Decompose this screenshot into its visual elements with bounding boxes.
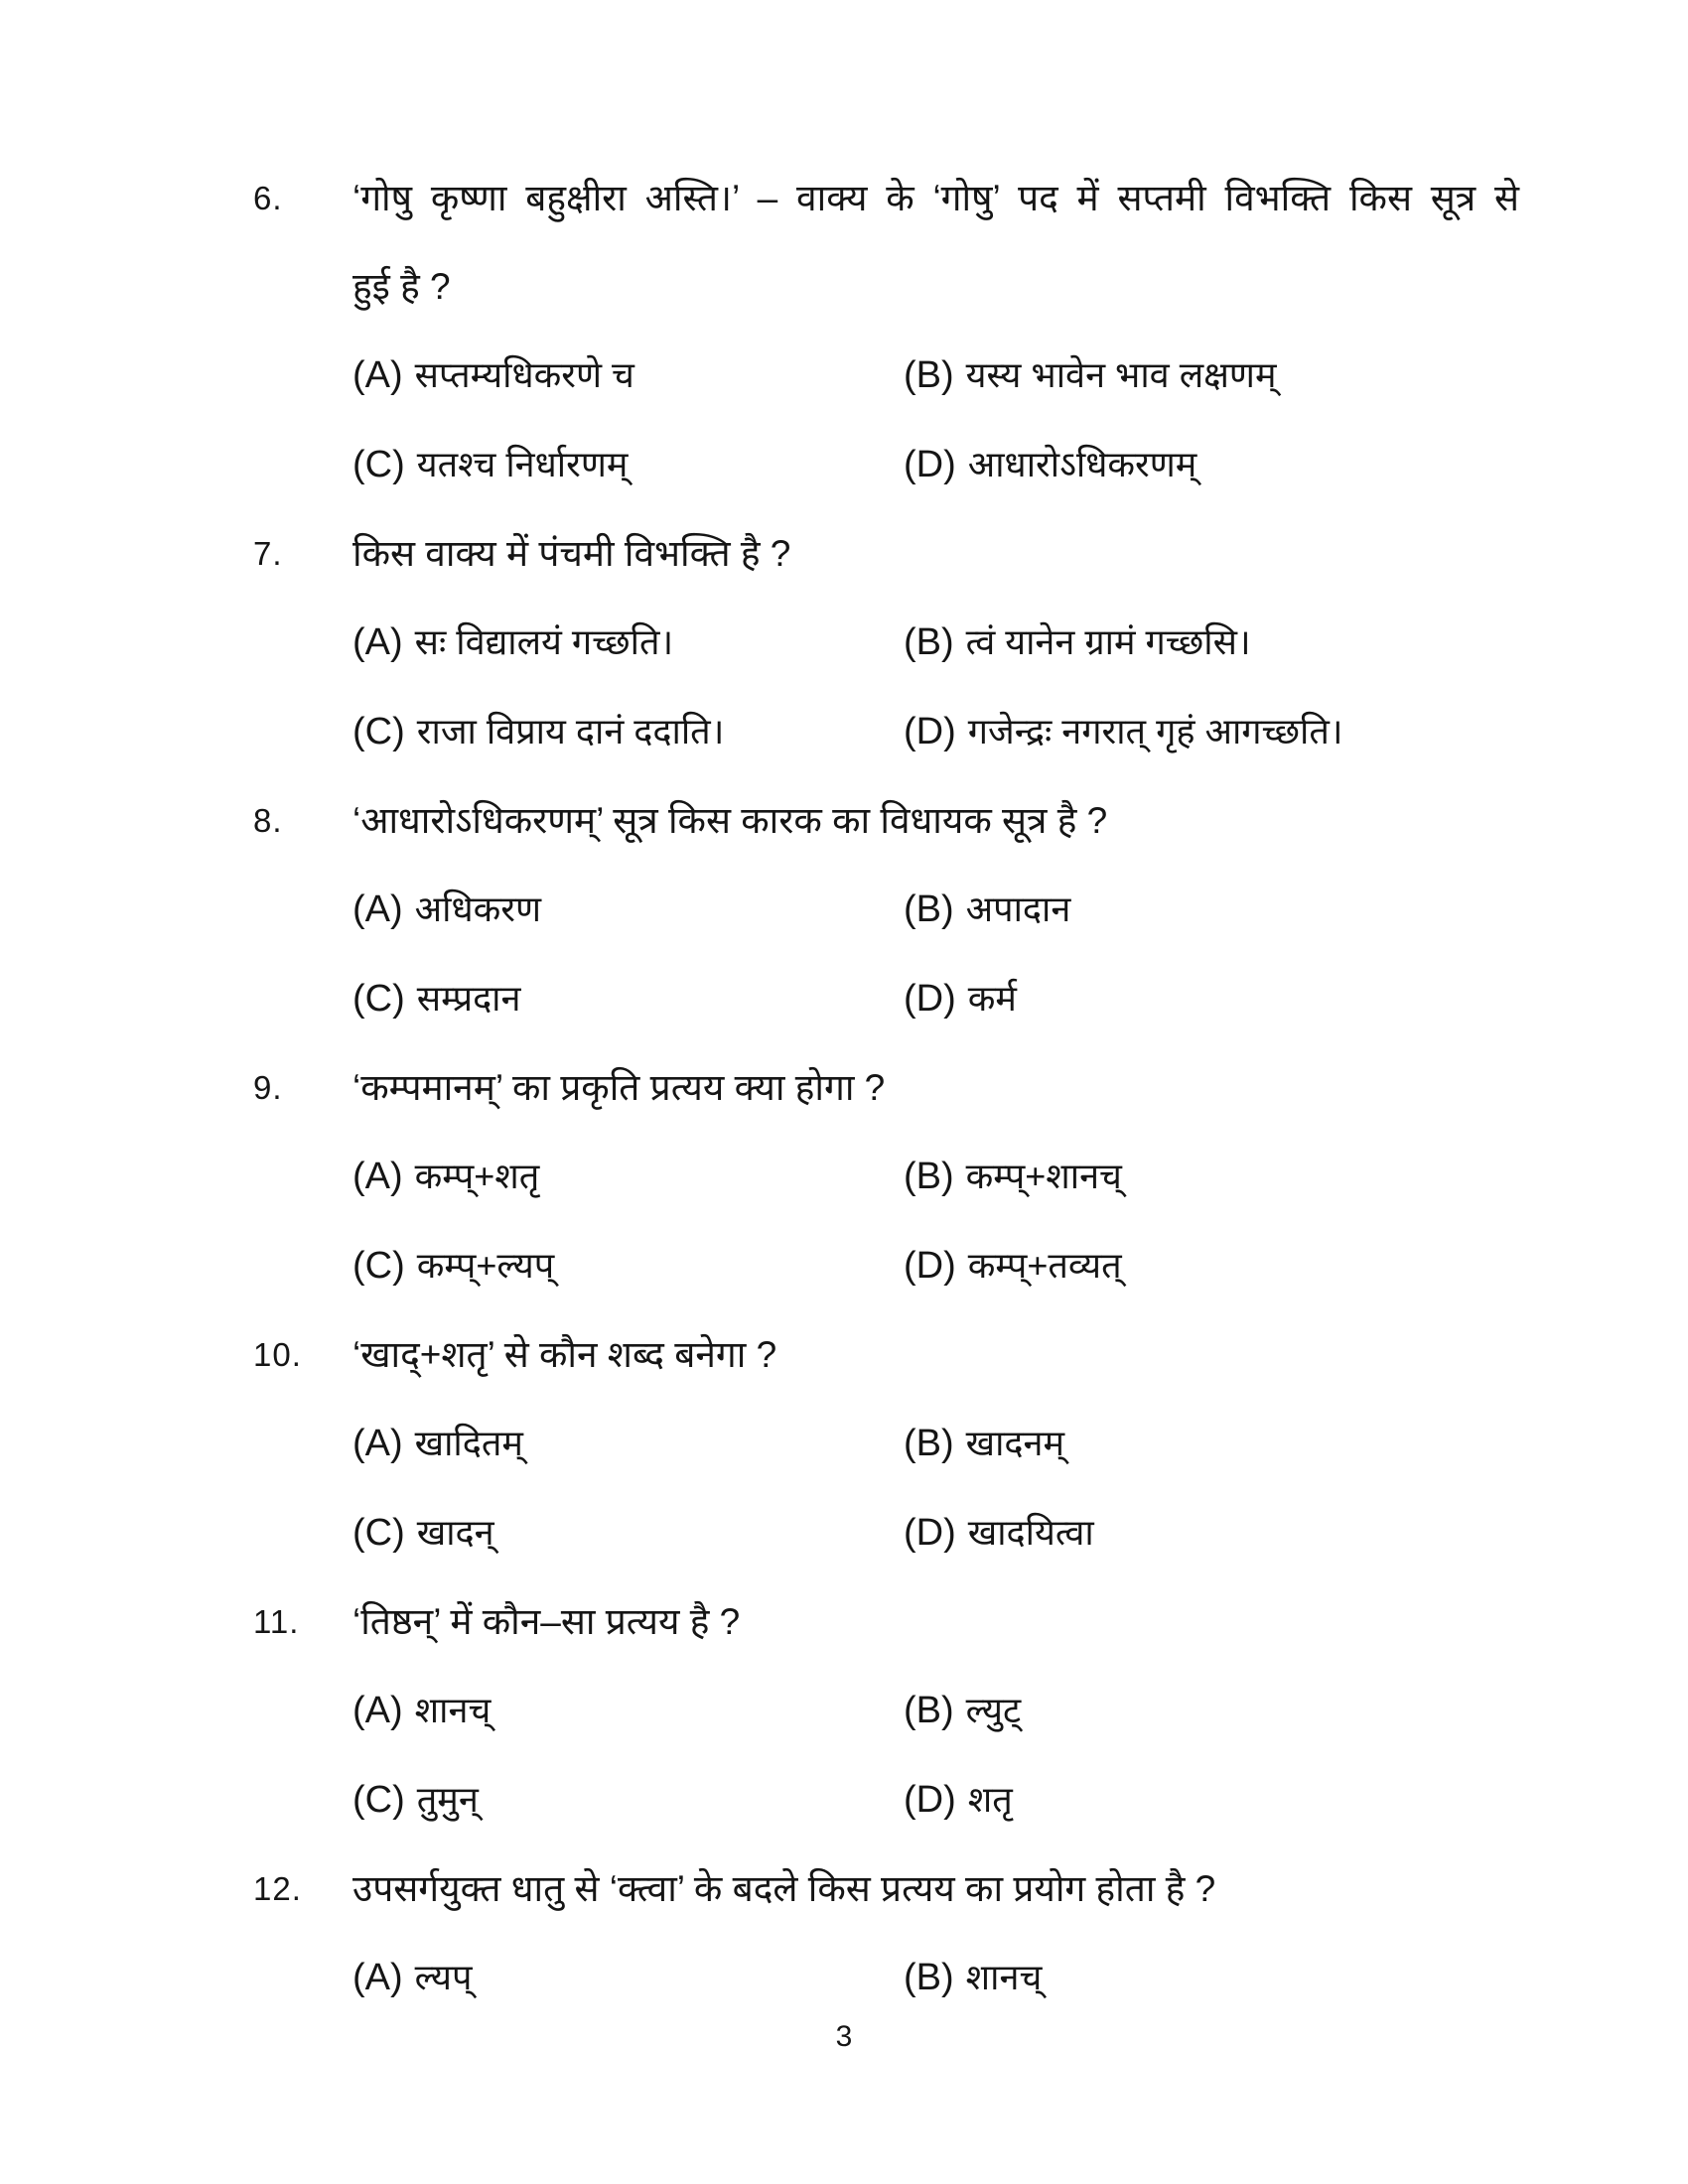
option-a	[352, 1933, 904, 2022]
option-b	[904, 598, 1519, 687]
option-text: आधारोऽधिकरणम्	[967, 444, 1197, 484]
question-text	[352, 154, 1519, 331]
option-label: (D)	[904, 444, 956, 485]
question-text-line: ‘कम्पमानम्’ का प्रकृति प्रत्यय क्या होगा ?	[352, 1067, 886, 1108]
option-label: (A)	[352, 621, 403, 663]
question-text	[352, 509, 1519, 598]
question-7	[253, 509, 1519, 776]
options-grid	[352, 1132, 1519, 1310]
question-10	[253, 1310, 1519, 1577]
option-label: (A)	[352, 1690, 403, 1731]
question-6	[253, 154, 1519, 509]
options-grid	[352, 1666, 1519, 1844]
option-label: (A)	[352, 888, 403, 930]
question-text	[352, 776, 1519, 865]
question-number: 7.	[253, 535, 283, 572]
option-a	[352, 1132, 904, 1221]
option-text: शतृ	[967, 1779, 1013, 1820]
option-text: यतश्च निर्धारणम्	[416, 444, 629, 484]
question-text	[352, 1577, 1519, 1666]
question-number: 6.	[253, 180, 283, 216]
option-text: अधिकरण	[414, 888, 542, 929]
option-label: (A)	[352, 354, 403, 396]
option-d	[904, 954, 1519, 1043]
option-text: ल्यप्	[414, 1957, 473, 1997]
option-label: (D)	[904, 1245, 956, 1287]
option-a	[352, 598, 904, 687]
option-a	[352, 865, 904, 954]
questions-area	[253, 154, 1519, 2022]
option-b	[904, 1933, 1519, 2022]
option-d	[904, 687, 1519, 776]
option-a	[352, 331, 904, 420]
option-label: (C)	[352, 444, 405, 485]
option-text: सम्प्रदान	[416, 978, 521, 1019]
option-label: (C)	[352, 1779, 405, 1821]
question-number: 11.	[253, 1603, 300, 1640]
option-label: (A)	[352, 1957, 403, 1998]
options-grid	[352, 1933, 1519, 2022]
option-c	[352, 1488, 904, 1577]
option-label: (D)	[904, 1779, 956, 1821]
options-grid	[352, 331, 1519, 509]
option-text: ल्युट्	[965, 1690, 1022, 1730]
question-9	[253, 1043, 1519, 1310]
option-label: (A)	[352, 1423, 403, 1464]
option-a	[352, 1666, 904, 1755]
option-label: (B)	[904, 354, 954, 396]
options-grid	[352, 598, 1519, 776]
question-text	[352, 1310, 1519, 1399]
option-label: (B)	[904, 1423, 954, 1464]
question-text-line: ‘खाद्+शतृ’ से कौन शब्द बनेगा ?	[352, 1334, 777, 1375]
question-text-line: ‘आधारोऽधिकरणम्’ सूत्र किस कारक का विधायक सूत्र है ?	[352, 800, 1108, 841]
question-text-line: उपसर्गयुक्त धातु से ‘क्त्वा’ के बदले किस प्रत्यय का प्रयोग होता है ?	[352, 1868, 1216, 1909]
option-label: (B)	[904, 1690, 954, 1731]
option-b	[904, 1666, 1519, 1755]
option-label: (D)	[904, 978, 956, 1020]
option-label: (B)	[904, 621, 954, 663]
option-text: अपादान	[965, 888, 1071, 929]
question-8	[253, 776, 1519, 1043]
option-label: (B)	[904, 888, 954, 930]
option-label: (A)	[352, 1156, 403, 1197]
question-number: 9.	[253, 1069, 283, 1106]
option-text: कम्प्+ल्यप्	[416, 1245, 555, 1286]
option-c	[352, 1755, 904, 1844]
question-number: 10.	[253, 1336, 302, 1373]
option-text: कम्प्+शतृ	[414, 1156, 540, 1196]
option-text: कम्प्+शानच्	[965, 1156, 1122, 1196]
option-text: सः विद्यालयं गच्छति।	[414, 621, 674, 662]
option-text: कर्म	[967, 978, 1017, 1019]
option-text: सप्तम्यधिकरणे च	[414, 354, 634, 395]
options-grid	[352, 865, 1519, 1043]
option-label: (D)	[904, 711, 956, 752]
option-text: शानच्	[414, 1690, 492, 1730]
option-c	[352, 420, 904, 509]
option-text: खादनम्	[965, 1423, 1065, 1463]
option-b	[904, 1399, 1519, 1488]
option-text: गजेन्द्रः नगरात् गृहं आगच्छति।	[967, 711, 1343, 751]
option-a	[352, 1399, 904, 1488]
option-text: राजा विप्राय दानं ददाति।	[416, 711, 725, 751]
option-text: शानच्	[965, 1957, 1043, 1997]
question-11	[253, 1577, 1519, 1844]
option-d	[904, 1488, 1519, 1577]
question-text-line: हुई है ?	[352, 266, 451, 307]
option-text: त्वं यानेन ग्रामं गच्छसि।	[965, 621, 1251, 662]
option-label: (D)	[904, 1512, 956, 1554]
option-text: कम्प्+तव्यत्	[967, 1245, 1122, 1286]
option-label: (C)	[352, 1512, 405, 1554]
option-label: (B)	[904, 1156, 954, 1197]
option-c	[352, 954, 904, 1043]
question-number: 12.	[253, 1870, 302, 1907]
question-text-line: किस वाक्य में पंचमी विभक्ति है ?	[352, 533, 791, 574]
option-b	[904, 865, 1519, 954]
option-label: (C)	[352, 1245, 405, 1287]
option-b	[904, 331, 1519, 420]
option-d	[904, 1221, 1519, 1310]
option-label: (B)	[904, 1957, 954, 1998]
question-text-line: ‘गोषु कृष्णा बहुक्षीरा अस्ति।’ – वाक्य के ‘गोषु’ पद में सप्तमी विभक्ति किस सूत्र से	[352, 178, 1519, 218]
option-c	[352, 1221, 904, 1310]
question-text	[352, 1844, 1519, 1933]
question-12	[253, 1844, 1519, 2022]
option-b	[904, 1132, 1519, 1221]
option-label: (C)	[352, 711, 405, 752]
page-number: 3	[835, 2020, 853, 2053]
option-d	[904, 420, 1519, 509]
question-number: 8.	[253, 802, 283, 839]
option-d	[904, 1755, 1519, 1844]
option-text: यस्य भावेन भाव लक्षणम्	[965, 354, 1277, 395]
option-text: तुमुन्	[416, 1779, 479, 1820]
option-text: खादन्	[416, 1512, 494, 1553]
option-c	[352, 687, 904, 776]
question-text-line: ‘तिष्ठन्’ में कौन–सा प्रत्यय है ?	[352, 1601, 741, 1642]
question-text	[352, 1043, 1519, 1132]
option-text: खादितम्	[414, 1423, 523, 1463]
option-label: (C)	[352, 978, 405, 1020]
options-grid	[352, 1399, 1519, 1577]
option-text: खादयित्वा	[967, 1512, 1094, 1553]
